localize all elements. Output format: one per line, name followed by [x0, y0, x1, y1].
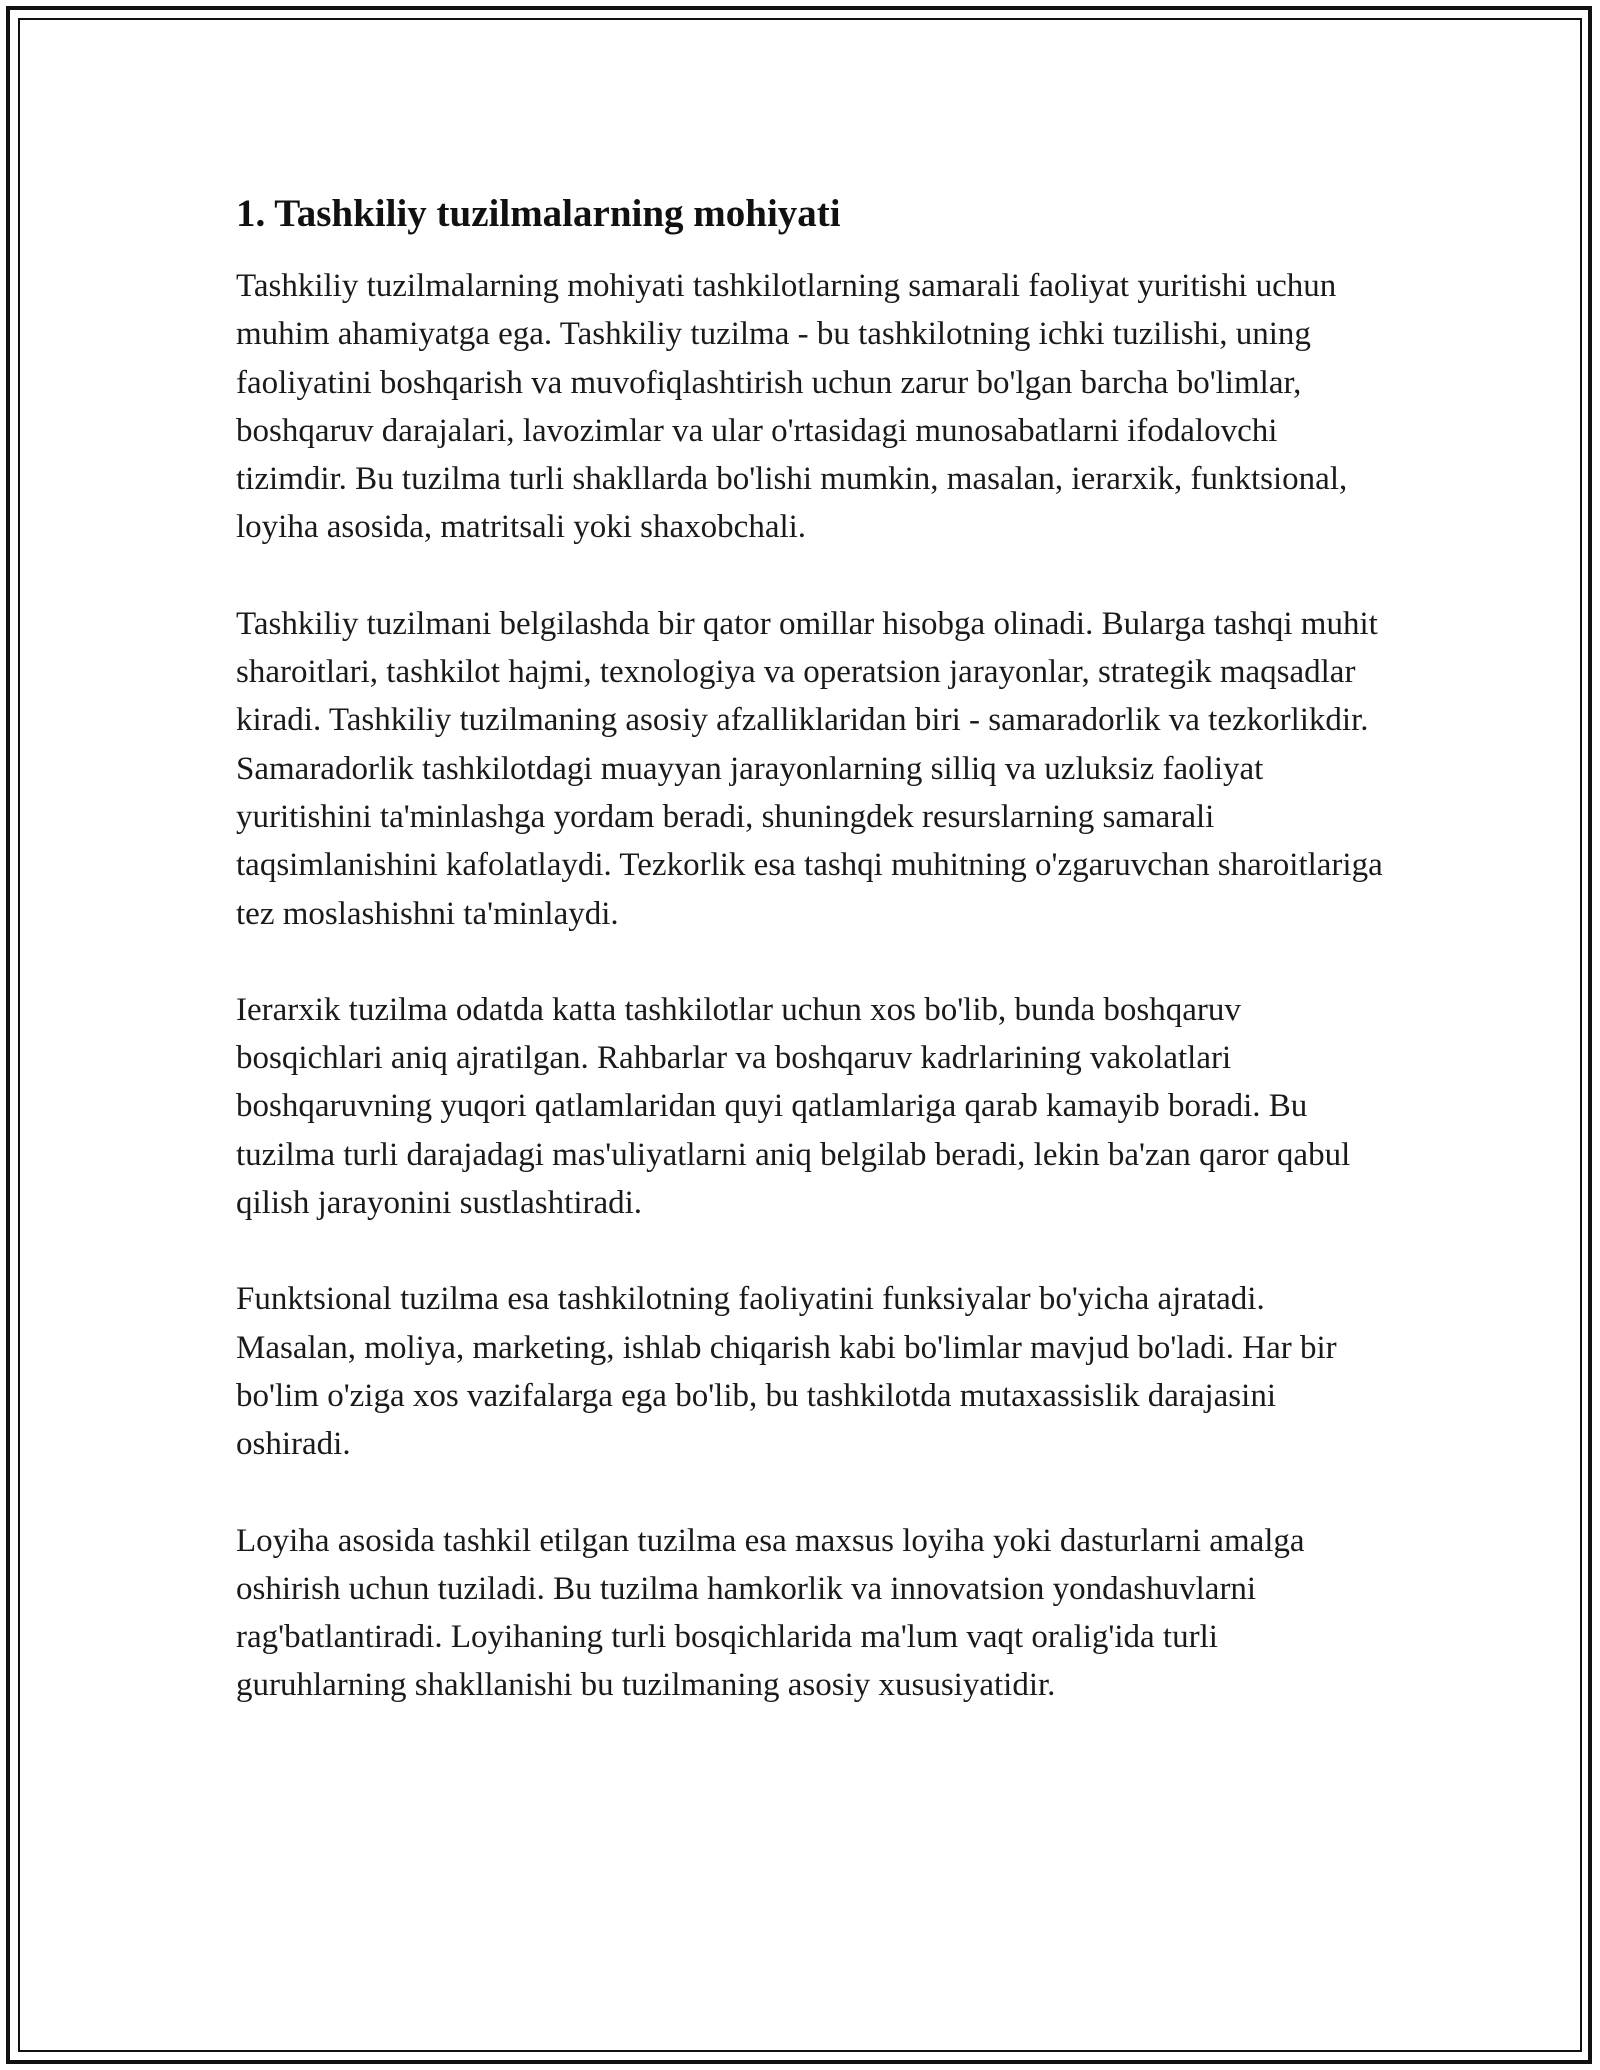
paragraph-2: Tashkiliy tuzilmani belgilashda bir qator omillar hisobga olinadi. Bularga tashqi muhit sharoitlari, tashkilot hajmi, texnologiya va operatsion jarayonlar, strategik maqsadlar kiradi. Tashkiliy tuzilmaning asosiy afzalliklaridan biri - samaradorlik va tezkorlikdir. Samaradorlik tashkilotdagi muayyan jarayonlarning silliq va uzluksiz faoliyat yuritishini ta'minlashga yordam beradi, shuningdek resurslarning samarali taqsimlanishini kafolatlaydi. Tezkorlik esa tashqi muhitning o'zgaruvchan sharoitlariga tez moslashishni ta'minlaydi.	[236, 605, 1383, 932]
paragraph-3: Ierarxik tuzilma odatda katta tashkilotlar uchun xos bo'lib, bunda boshqaruv bosqichlari aniq ajratilgan. Rahbarlar va boshqaruv kadrlarining vakolatlari boshqaruvning yuqori qatlamlaridan quyi qatlamlariga qarab kamayib boradi. Bu tuzilma turli darajadagi mas'uliyatlarni aniq belgilab beradi, lekin ba'zan qaror qabul qilish jarayonini sustlashtiradi.	[236, 991, 1351, 1222]
document-body	[236, 188, 1386, 1758]
section-heading: 1. Tashkiliy tuzilmalarning mohiyati	[236, 192, 841, 235]
paragraph-4: Funktsional tuzilma esa tashkilotning faoliyatini funksiyalar bo'yicha ajratadi. Masalan, moliya, marketing, ishlab chiqarish kabi bo'limlar mavjud bo'ladi. Har bir bo'lim o'ziga xos vazifalarga ega bo'lib, bu tashkilotda mutaxassislik darajasini oshiradi.	[236, 1281, 1337, 1463]
paragraph-1: Tashkiliy tuzilmalarning mohiyati tashkilotlarning samarali faoliyat yuritishi uchun muhim ahamiyatga ega. Tashkiliy tuzilma - bu tashkilotning ichki tuzilishi, uning faoliyatini boshqarish va muvofiqlashtirish uchun zarur bo'lgan barcha bo'limlar, boshqaruv darajalari, lavozimlar va ular o'rtasidagi munosabatlarni ifodalovchi tizimdir. Bu tuzilma turli shakllarda bo'lishi mumkin, masalan, ierarxik, funktsional, loyiha asosida, matritsali yoki shaxobchali.	[236, 268, 1348, 546]
paragraph-5: Loyiha asosida tashkil etilgan tuzilma esa maxsus loyiha yoki dasturlarni amalga oshirish uchun tuziladi. Bu tuzilma hamkorlik va innovatsion yondashuvlarni rag'batlantiradi. Loyihaning turli bosqichlarida ma'lum vaqt oralig'ida turli guruhlarning shakllanishi bu tuzilmaning asosiy xususiyatidir.	[236, 1522, 1305, 1704]
